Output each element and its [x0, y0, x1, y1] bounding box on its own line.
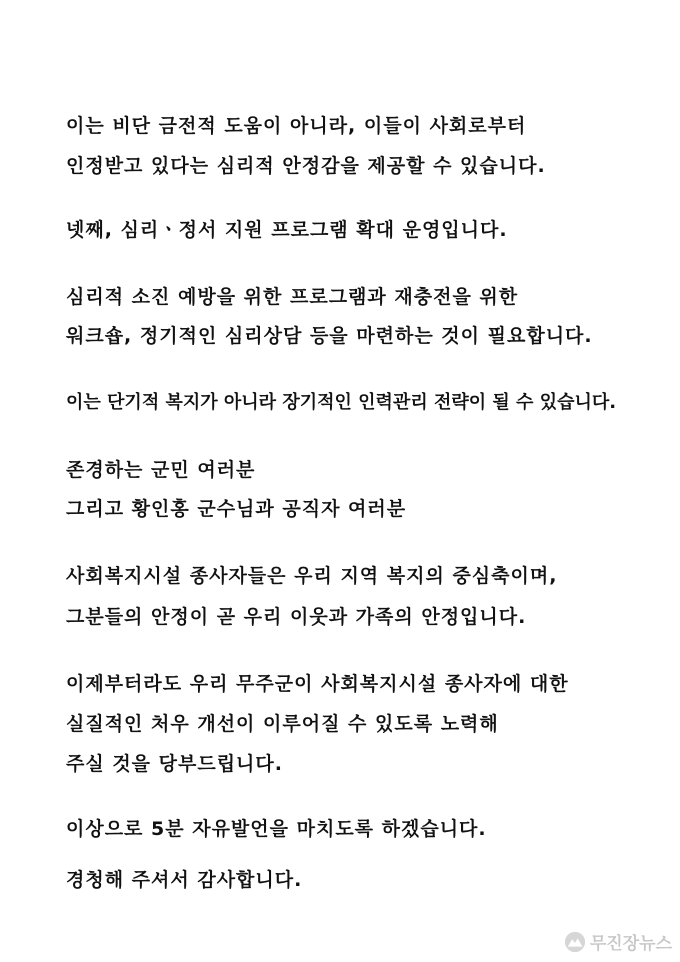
- text-line-10: 그분들의 안정이 곧 우리 이웃과 가족의 안정입니다.: [66, 606, 527, 628]
- text-line-2: 인정받고 있다는 심리적 안정감을 제공할 수 있습니다.: [66, 155, 546, 177]
- text-line-8: 그리고 황인홍 군수님과 공직자 여러분: [66, 498, 407, 520]
- text-line-15: 경청해 주셔서 감사합니다.: [66, 869, 303, 891]
- text-line-12: 실질적인 처우 개선이 이루어질 수 있도록 노력해: [66, 713, 499, 735]
- text-line-7: 존경하는 군민 여러분: [66, 459, 256, 481]
- text-line-13: 주실 것을 당부드립니다.: [66, 753, 283, 775]
- text-line-11: 이제부터라도 우리 무주군이 사회복지시설 종사자에 대한: [66, 673, 569, 695]
- text-line-5: 워크숍, 정기적인 심리상담 등을 마련하는 것이 필요합니다.: [66, 325, 593, 347]
- watermark: [564, 929, 672, 954]
- text-line-9: 사회복지시설 종사자들은 우리 지역 복지의 중심축이며,: [66, 565, 558, 587]
- mountain-logo-icon: [564, 931, 586, 953]
- text-line-6: 이는 단기적 복지가 아니라 장기적인 인력관리 전략이 될 수 있습니다.: [66, 392, 617, 413]
- watermark-text: 무진장뉴스: [589, 934, 672, 954]
- text-line-1: 이는 비단 금전적 도움이 아니라, 이들이 사회로부터: [66, 115, 527, 137]
- text-line-3: 넷째, 심리ㆍ정서 지원 프로그램 확대 운영입니다.: [66, 219, 508, 241]
- text-line-14: 이상으로 5분 자유발언을 마치도록 하겠습니다.: [66, 818, 487, 840]
- text-line-4: 심리적 소진 예방을 위한 프로그램과 재충전을 위한: [66, 286, 519, 308]
